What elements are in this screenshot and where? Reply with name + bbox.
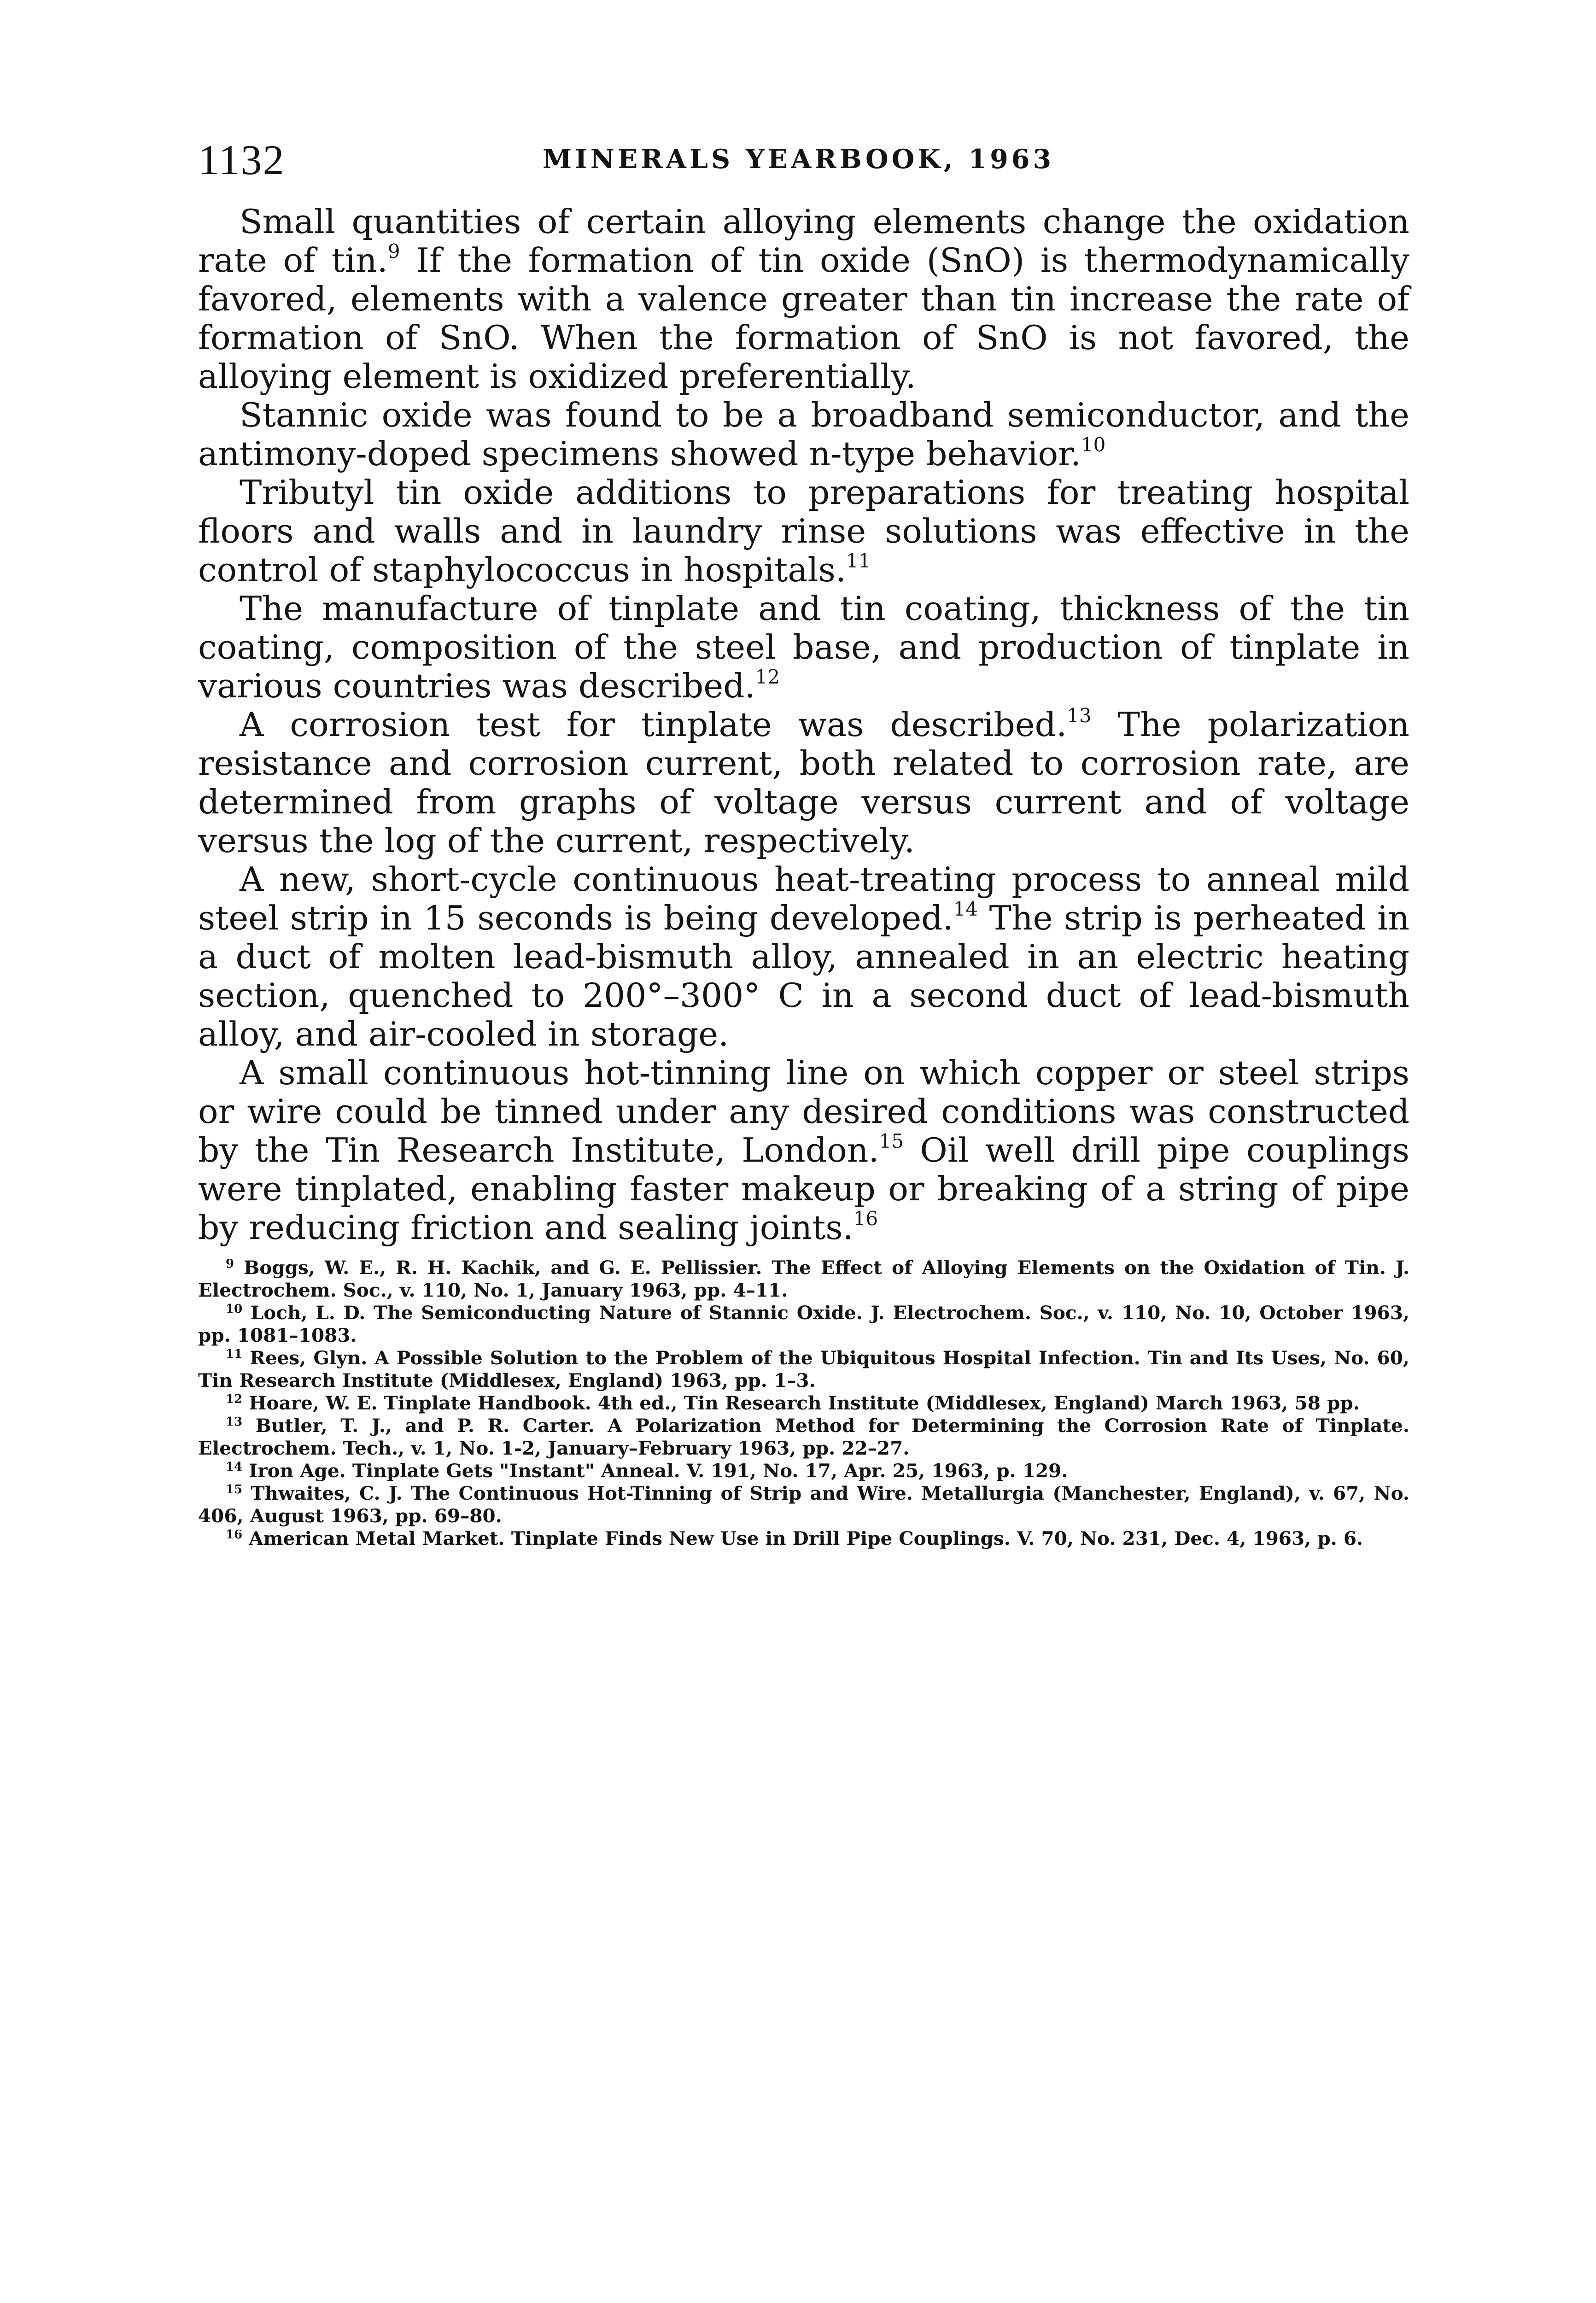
paragraph: The manufacture of tinplate and tin coating, thickness of the tin coating, composition of the steel base, and production of tinplate in various countries was described.$^{12}$ [198,590,1409,706]
footnote-ref: 10 [1081,433,1106,456]
footnotes [198,1257,1409,1550]
footnote: $^{12}$ Hoare, W. E. Tinplate Handbook. 4th ed., Tin Research Institute (Middlesex, England) March 1963, 58 pp. [226,1392,1360,1414]
paragraph: Stannic oxide was found to be a broadband semiconductor, and the antimony-doped specimens showed n-type behavior.$^{10}$ [198,396,1409,473]
footnote-number: 16 [226,1528,243,1542]
footnote-number: 11 [226,1347,243,1361]
footnote-ref: 16 [853,1207,878,1230]
paragraph: Small quantities of certain alloying elements change the oxidation rate of tin.$^9$ If the formation of tin oxide (SnO) is thermodynamically favored, elements with a valence greater than tin increase the rate of formation of SnO. When the formation of SnO is not favored, the alloying element is oxidized preferentially. [198,203,1409,396]
footnote-number: 13 [226,1415,243,1429]
footnote-number: 10 [226,1302,243,1316]
page-header [198,134,1414,190]
footnote: $^{11}$ Rees, Glyn. A Possible Solution to the Problem of the Ubiquitous Hospital Infection. Tin and Its Uses, No. 60, Tin Research Institute (Middlesex, England) 1963, pp. 1–3. [198,1347,1409,1391]
footnote-ref: 14 [953,898,978,920]
footnote-ref: 9 [387,240,400,263]
footnote: $^{10}$ Loch, L. D. The Semiconducting Nature of Stannic Oxide. J. Electrochem. Soc., v. 110, No. 10, October 1963, pp. 1081–1083. [198,1302,1409,1346]
paragraph: A small continuous hot-tinning line on which copper or steel strips or wire could be tinned under any desired conditions was constructed by the Tin Research Institute, London.$^{15}$ Oil well drill pipe couplings were tinplated, enabling faster makeup or breaking of a string of pipe by reducing friction and sealing joints.$^{16}$ [198,1054,1409,1247]
footnote: $^{13}$ Butler, T. J., and P. R. Carter. A Polarization Method for Determining the Corrosion Rate of Tinplate. Electrochem. Tech., v. 1, No. 1-2, January–February 1963, pp. 22–27. [198,1415,1409,1459]
paragraph: A new, short-cycle continuous heat-treating process to anneal mild steel strip in 15 seconds is being developed.$^{14}$ The strip is perheated in a duct of molten lead-bismuth alloy, annealed in an electric heating section, quenched to 200°–300° C in a second duct of lead-bismuth alloy, and air-cooled in storage. [198,860,1410,1054]
footnote-number: 9 [226,1257,234,1271]
footnote: $^{15}$ Thwaites, C. J. The Continuous Hot-Tinning of Strip and Wire. Metallurgia (Manchester, England), v. 67, No. 406, August 1963, pp. 69–80. [198,1482,1409,1527]
paragraph: A corrosion test for tinplate was described.$^{13}$ The polarization resistance and corrosion current, both related to corrosion rate, are determined from graphs of voltage versus current and of voltage versus the log of the current, respectively. [198,704,1409,860]
footnote-ref: 11 [846,549,871,572]
body-text [198,203,1409,1247]
footnote: $^{16}$ American Metal Market. Tinplate Finds New Use in Drill Pipe Couplings. V. 70, No. 231, Dec. 4, 1963, p. 6. [226,1527,1363,1549]
running-head: MINERALS YEARBOOK, 1963 [543,144,1055,175]
footnote-number: 12 [226,1392,243,1406]
footnote: $^9$ Boggs, W. E., R. H. Kachik, and G. E. Pellissier. The Effect of Alloying Elements on the Oxidation of Tin. J. Electrochem. Soc., v. 110, No. 1, January 1963, pp. 4–11. [198,1257,1409,1301]
footnote-ref: 12 [755,666,780,688]
footnote: $^{14}$ Iron Age. Tinplate Gets "Instant" Anneal. V. 191, No. 17, Apr. 25, 1963, p. 129. [226,1460,1068,1482]
footnote-number: 14 [226,1460,243,1474]
footnote-ref: 13 [1067,704,1092,727]
footnote-number: 15 [226,1483,243,1496]
paragraph: Tributyl tin oxide additions to preparations for treating hospital floors and walls and in laundry rinse solutions was effective in the control of staphylococcus in hospitals.$^{11}$ [198,473,1409,590]
page-number: 1132 [198,136,285,183]
footnote-ref: 15 [879,1130,904,1152]
